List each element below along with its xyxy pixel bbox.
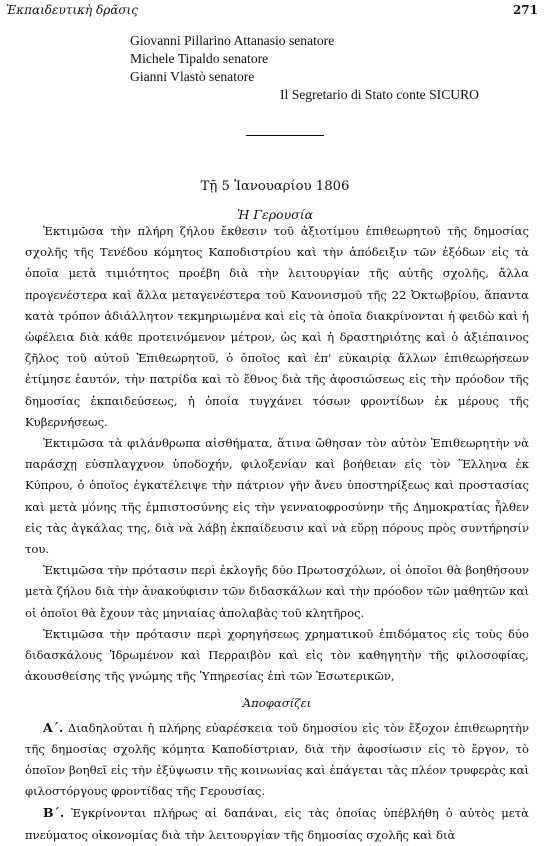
resolution-text: Ἐγκρίνονται πλήρως αἱ δαπάναι, εἰς τὰς ὁποίας ὑπέβλήθη ὁ αὐτὸς μετὰ πνεύματος οἰκονομίας διὰ τὴν λειτουργίαν τῆς δημοσίας σχολῆς καὶ διὰ bbox=[25, 806, 529, 842]
resolution-text: Διαδηλοῦται ἡ πλήρης εὐαρέσκεια τοῦ δημοσίου εἰς τὸν ἔξοχον ἐπιθεωρητὴν τῆς δημοσίας σχολῆς κόμητα Καποδίστριαν, διὰ τὴν ἀφοσίωσιν εἰς τὸ ἔργον, τὸ ὁποῖον βοηθεῖ εἰς τὴν ἐξύψωσιν τῆς κοινωνίας καὶ ἐπάγεται τὰς πλέον τρυφερὰς καὶ φιλοστόργους φροντίδας τῆς Γερουσίας. bbox=[25, 720, 529, 799]
resolution-paragraph bbox=[25, 802, 529, 845]
resolution-mark: Β΄. bbox=[43, 805, 65, 821]
resolution-paragraph bbox=[25, 717, 529, 803]
body-paragraph: Ἐκτιμῶσα τὰ φιλάνθρωπα αἰσθήματα, ἅτινα ὤθησαν τὸν αὐτὸν Ἐπιθεωρητὴν νὰ παράσχῃ εὐσπλαγχνον ὑποδοχήν, φιλοξενίαν καὶ βοήθειαν εἰς τὸν Ἕλληνα ἐκ Κύπρου, ὁ ὁποῖος ἐγκατέλειψε τὴν πάτριον γῆν ἄνευ ὑποστηρίξεως καὶ προστασίας καὶ μετὰ μόνης τῆς ἐμπιστοσύνης εἰς τὴν γενναιοφροσύνην τῆς Δημοκρατίας ἦλθεν εἰς τὰς ἀγκάλας της, διὰ νὰ λάβῃ ἐκπαίδευσιν καὶ νὰ εὕρῃ πόρους πρὸς συντήρησίν του. bbox=[25, 436, 529, 557]
signatory-name: Gianni Vlastò senatore bbox=[130, 69, 255, 84]
signatories-block bbox=[130, 32, 530, 104]
body-paragraph: Ἐκτιμῶσα τὴν πρότασιν περὶ χορηγήσεως χρηματικοῦ ἐπιδόματος εἰς τοὺς δύο διδασκάλους Ἱδρωμένον καὶ Περραιβὸν καὶ εἰς τὸν καθηγητὴν τῆς φιλοσοφίας, ἀκουσθείσης τῆς γνώμης τῆς Ὑπηρεσίας ἐπὶ τῶν Ἐσωτερικῶν, bbox=[25, 626, 529, 684]
secretary-signature: Il Segretario di Stato conte SICURO bbox=[280, 87, 479, 102]
body-paragraph: Ἐκτιμῶσα τὴν πρότασιν περὶ ἐκλογῆς δύο Πρωτοσχόλων, οἱ ὁποῖοι θὰ βοηθήσουν μετὰ ζήλου διὰ τὴν ἀνακούφισιν τῶν διδασκάλων καὶ τὴν πρόοδον τῶν μαθητῶν καὶ οἱ ὁποῖοι θὰ ἔχουν τὰς μηνιαίας ἀπολαβὰς τοῦ κλητῆρος. bbox=[25, 563, 529, 620]
running-header: Ἐκπαιδευτικὴ δρᾶσις bbox=[6, 3, 138, 17]
signatory-name: Giovanni Pillarino Attanasio senatore bbox=[130, 33, 335, 48]
resolution-mark: Α΄. bbox=[43, 719, 64, 735]
decree-date: Τῇ 5 Ἰανουαρίου 1806 bbox=[200, 179, 350, 194]
section-divider bbox=[246, 135, 324, 136]
body-paragraph: Ἐκτιμῶσα τὴν πλήρη ζήλου ἔκθεσιν τοῦ ἀξιοτίμου ἐπιθεωρητοῦ τῆς δημοσίας σχολῆς τῆς Τενέδου κόμητος Καποδιστρίου καὶ τὴν ἀπόδειξιν τῶν ἐξόδων εἰς τὰ ὁποῖα μετὰ τιμιότητος προέβη διὰ τὴν λειτουργίαν τῆς αὐτῆς σχολῆς, ἄλλα προγενέστερα καὶ ἄλλα μεταγενέστερα τοῦ Κανονισμοῦ τῆς 22 Ὀκτωβρίου, ἅπαντα κατὰ τρόπον ἀδιάλλητον τεκμηριωμένα καὶ εἰς τὰ ὁποῖα διακρίνονται ἡ φειδὼ καὶ ἡ ὠφέλεια διὰ κάθε προτεινόμενον μέτρον, ὡς καὶ ἡ δραστηριότης καὶ ὁ ἀξιέπαινος ζῆλος τοῦ αὐτοῦ Ἐπιθεωρητοῦ, ὁ ὁποῖος καὶ ἐπ' εὐκαιρίᾳ ἄλλων ἐπιθεωρήσεων ἐτίμησε ἑαυτόν, τὴν πατρίδα καὶ τὸ ἔθνος διὰ τῆς ἀφοσιώσεως εἰς τὴν πρόοδον τῆς δημοσίας ἐκπαιδεύσεως, ἡ ὁποία τυγχάνει τόσων φροντίδων ἐκ μέρους τῆς Κυβερνήσεως. bbox=[25, 224, 529, 429]
decree-body bbox=[25, 221, 529, 846]
page-number: 271 bbox=[512, 3, 538, 17]
issuing-body: Ἡ Γερουσία bbox=[236, 207, 314, 222]
decides-heading: Ἀποφασίζει bbox=[242, 696, 312, 711]
signatory-name: Michele Tipaldo senatore bbox=[130, 51, 269, 66]
